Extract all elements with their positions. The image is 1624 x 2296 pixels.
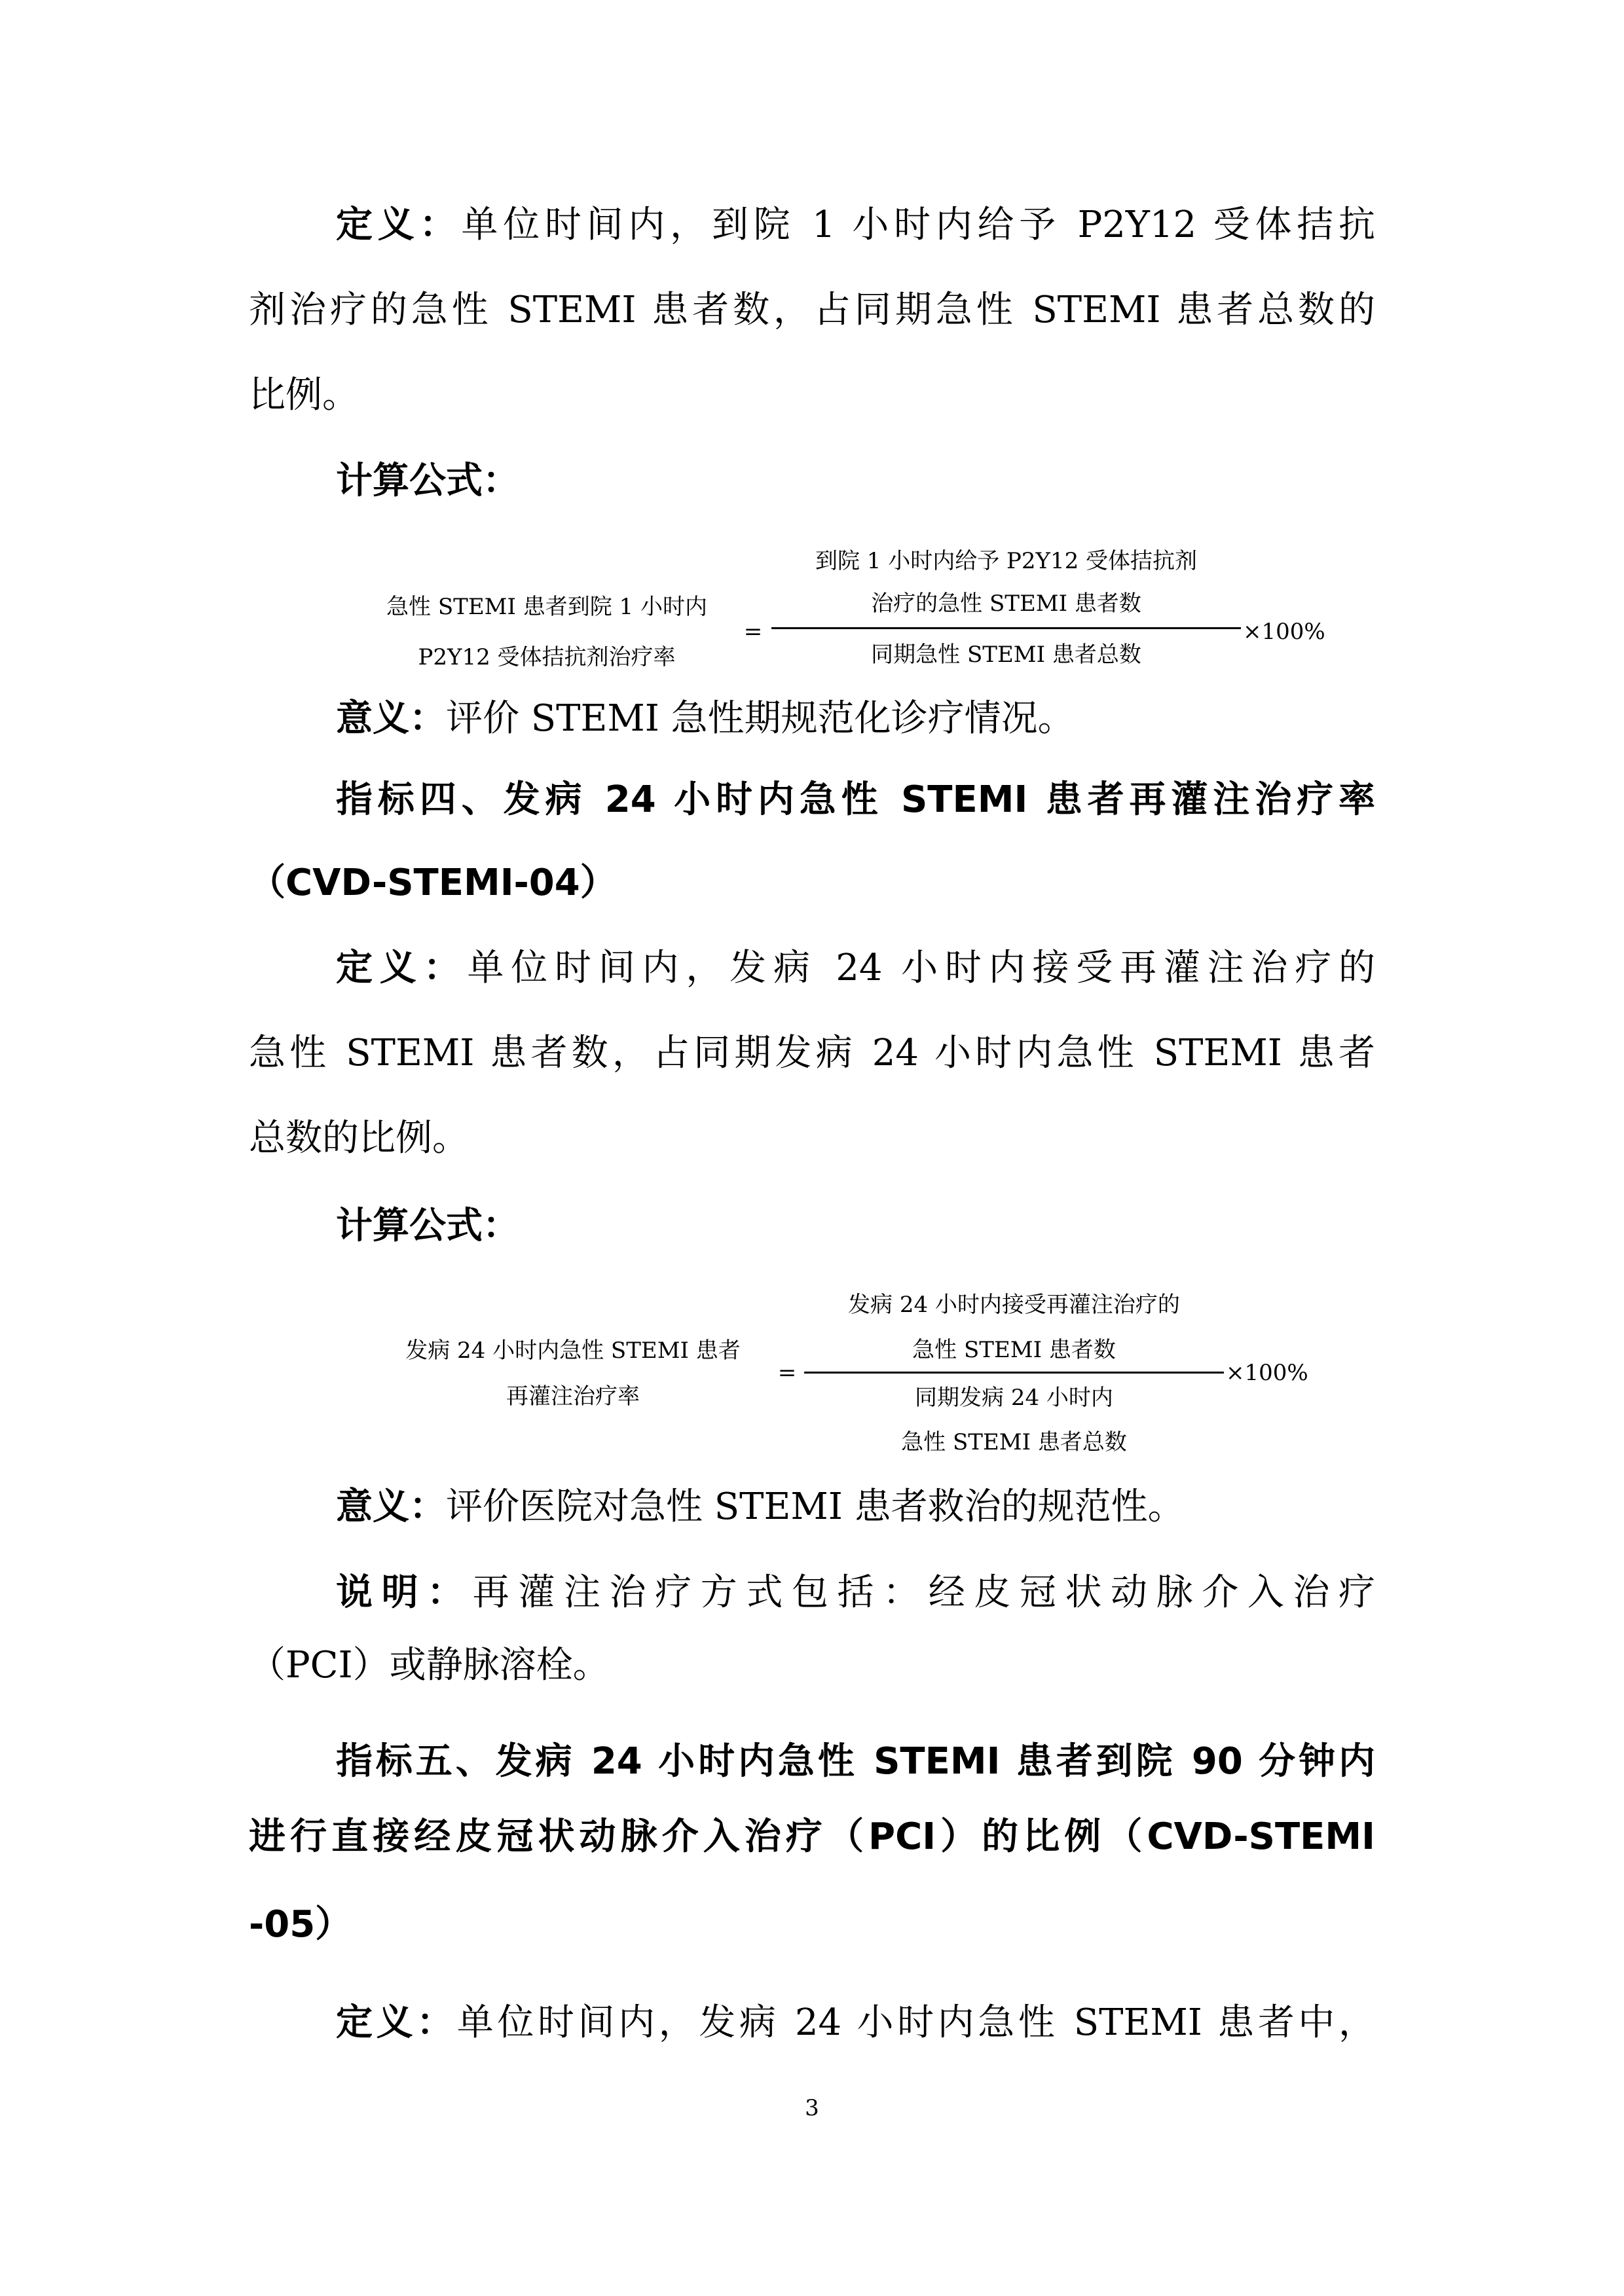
formula-1-lhs-line-2: P2Y12 受体拮抗剂治疗率 [418,644,676,670]
note-label: 说明： [336,1571,473,1614]
indicator-5-title-line-1: 指标五、发病 24 小时内急性 STEMI 患者到院 90 分钟内 [336,1740,1375,1783]
formula-1-equals: = [743,619,763,645]
definition-line-1 [336,199,1375,251]
indicator-4-title-line-2: （CVD-STEMI-04） [249,862,617,904]
significance-line [336,693,1375,745]
significance-label: 意义： [336,697,446,740]
formula-1-lhs-line-1: 急性 STEMI 患者到院 1 小时内 [386,594,707,620]
indicator-5-title-line-2: 进行直接经皮冠状动脉介入治疗（PCI）的比例（CVD-STEMI [249,1815,1375,1858]
definition-label: 定义： [336,947,468,989]
formula-2-equals: = [777,1360,797,1386]
formula-2-numerator-line-2: 急性 STEMI 患者数 [912,1337,1116,1363]
definition-text: 单位时间内，发病 24 小时内急性 STEMI 患者中， [456,2001,1376,2044]
formula-1-denominator: 同期急性 STEMI 患者总数 [871,642,1141,668]
indicator-4-significance-line [336,1481,1375,1533]
formula-2-denominator-line-1: 同期发病 24 小时内 [915,1385,1113,1411]
indicator-4-definition-line-3: 总数的比例。 [249,1117,469,1159]
significance-label: 意义： [336,1485,446,1528]
formula-2-fraction-bar [804,1372,1224,1374]
formula-2-numerator-line-1: 发病 24 小时内接受再灌注治疗的 [848,1292,1180,1318]
formula-2-lhs-line-2: 再灌注治疗率 [506,1383,640,1410]
indicator-4-note-line-1 [336,1567,1375,1619]
significance-text: 评价医院对急性 STEMI 患者救治的规范性。 [446,1485,1185,1528]
indicator-5-definition-line-1 [336,1997,1375,2049]
formula-1-numerator-line-2: 治疗的急性 STEMI 患者数 [871,591,1141,617]
formula-1-multiplier: ×100% [1243,619,1325,645]
indicator-4-title-line-1: 指标四、发病 24 小时内急性 STEMI 患者再灌注治疗率 [336,778,1375,821]
formula-1-fraction-bar [771,627,1241,629]
formula-1-numerator-line-1: 到院 1 小时内给予 P2Y12 受体拮抗剂 [815,548,1198,574]
definition-line-3: 比例。 [249,374,359,416]
definition-label: 定义： [336,204,462,246]
definition-text: 单位时间内，发病 24 小时内接受再灌注治疗的 [467,947,1376,989]
definition-text: 单位时间内，到院 1 小时内给予 P2Y12 受体拮抗 [461,204,1376,246]
indicator-4-definition-line-1 [336,942,1375,994]
page-number: 3 [805,2095,819,2121]
significance-text: 评价 STEMI 急性期规范化诊疗情况。 [446,697,1075,740]
formula-heading: 计算公式： [336,460,519,502]
indicator-5-title-line-3: -05） [249,1903,352,1946]
indicator-4-definition-line-2: 急性 STEMI 患者数，占同期发病 24 小时内急性 STEMI 患者 [249,1032,1375,1074]
note-text: 再灌注治疗方式包括：经皮冠状动脉介入治疗 [472,1571,1376,1614]
formula-2-multiplier: ×100% [1226,1360,1308,1386]
definition-line-2: 剂治疗的急性 STEMI 患者数，占同期急性 STEMI 患者总数的 [249,289,1375,331]
indicator-4-formula-heading: 计算公式： [336,1205,519,1247]
formula-2-denominator-line-2: 急性 STEMI 患者总数 [901,1429,1127,1455]
indicator-4-note-line-2: （PCI）或静脉溶栓。 [249,1644,610,1686]
definition-label: 定义： [336,2001,457,2044]
formula-2-lhs-line-1: 发病 24 小时内急性 STEMI 患者 [405,1338,741,1364]
